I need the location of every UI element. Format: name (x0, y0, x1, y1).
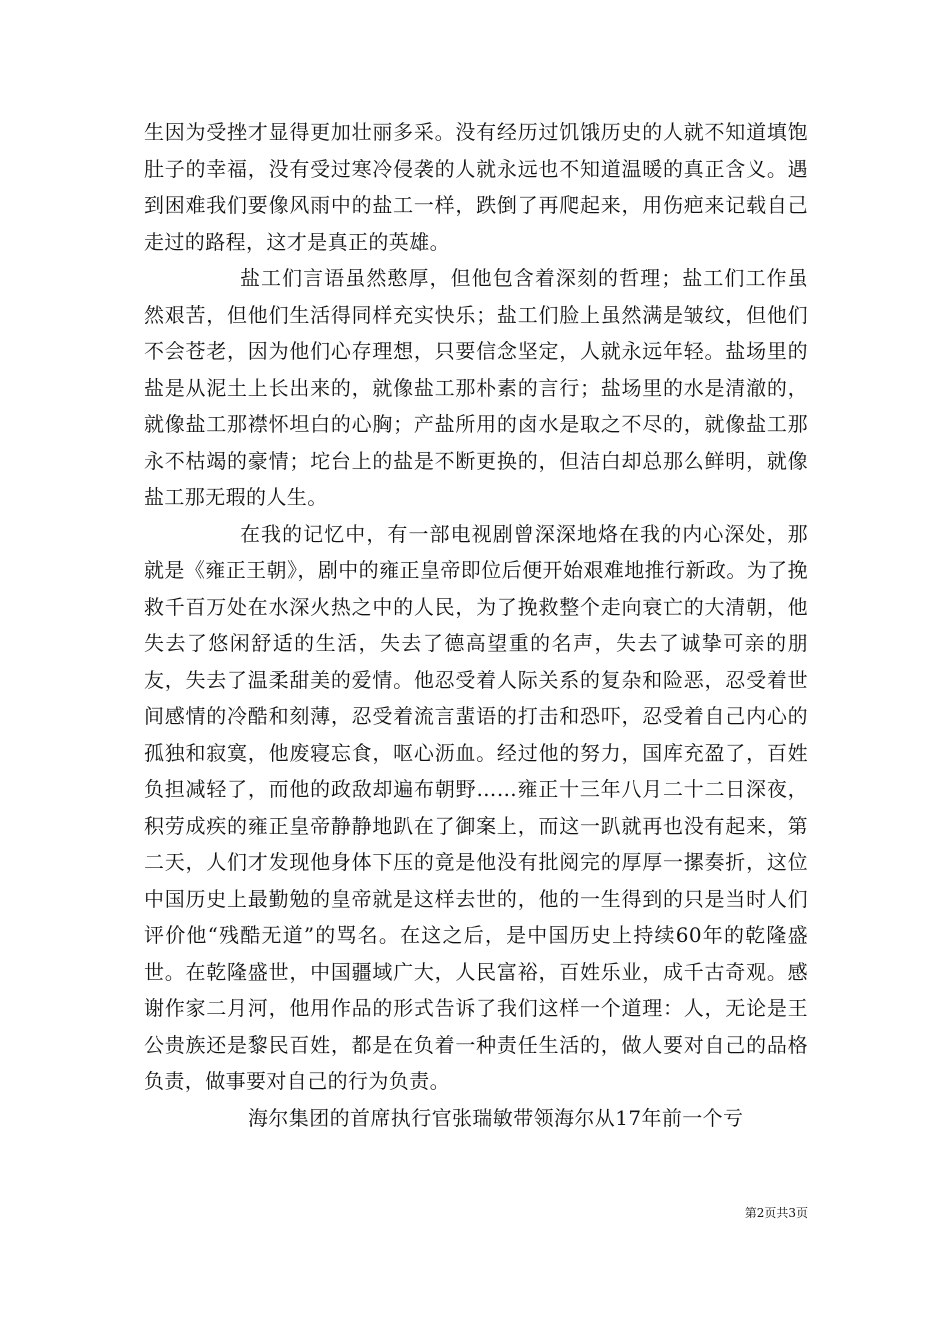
page-number: 第2页共3页 (744, 1206, 808, 1220)
paragraph-1: 生因为受挫才显得更加壮丽多采。没有经历过饥饿历史的人就不知道填饱肚子的幸福，没有受过寒冷侵袭的人就永远也不知道温暖的真正含义。遇到困难我们要像风雨中的盐工一样，跌倒了再爬起来，用伤疤来记载自己走过的路程，这才是真正的英雄。 (144, 120, 808, 254)
paragraph-4: 海尔集团的首席执行官张瑞敏带领海尔从17年前一个亏 (248, 1105, 744, 1130)
paragraph-2: 盐工们言语虽然憨厚，但他包含着深刻的哲理；盐工们工作虽然艰苦，但他们生活得同样充实快乐；盐工们脸上虽然满是皱纹，但他们不会苍老，因为他们心存理想，只要信念坚定，人就永远年轻。盐场里的盐是从泥土上长出来的，就像盐工那朴素的言行；盐场里的水是清澈的，就像盐工那襟怀坦白的心胸；产盐所用的卤水是取之不尽的，就像盐工那永不枯竭的豪情；坨台上的盐是不断更换的，但洁白却总那么鲜明，就像盐工那无瑕的人生。 (144, 266, 808, 509)
document-body (144, 114, 808, 1136)
paragraph-3: 在我的记忆中，有一部电视剧曾深深地烙在我的内心深处，那就是《雍正王朝》，剧中的雍正皇帝即位后便开始艰难地推行新政。为了挽救千百万处在水深火热之中的人民，为了挽救整个走向衰亡的大清朝，他失去了悠闲舒适的生活，失去了德高望重的名声，失去了诚挚可亲的朋友，失去了温柔甜美的爱情。他忍受着人际关系的复杂和险恶，忍受着世间感情的冷酷和刻薄，忍受着流言蜚语的打击和恐吓，忍受着自己内心的孤独和寂寞，他废寝忘食，呕心沥血。经过他的努力，国库充盈了，百姓负担减轻了，而他的政敌却遍布朝野……雍正十三年八月二十二日深夜，积劳成疾的雍正皇帝静静地趴在了御案上，而这一趴就再也没有起来，第二天，人们才发现他身体下压的竟是他没有批阅完的厚厚一摞奏折，这位中国历史上最勤勉的皇帝就是这样去世的，他的一生得到的只是当时人们评价他“残酷无道”的骂名。在这之后，是中国历史上持续60年的乾隆盛世。在乾隆盛世，中国疆域广大，人民富裕，百姓乐业，成千古奇观。感谢作家二月河，他用作品的形式告诉了我们这样一个道理：人，无论是王公贵族还是黎民百姓，都是在负着一种责任生活的，做人要对自己的品格负责，做事要对自己的行为负责。 (144, 521, 808, 1093)
